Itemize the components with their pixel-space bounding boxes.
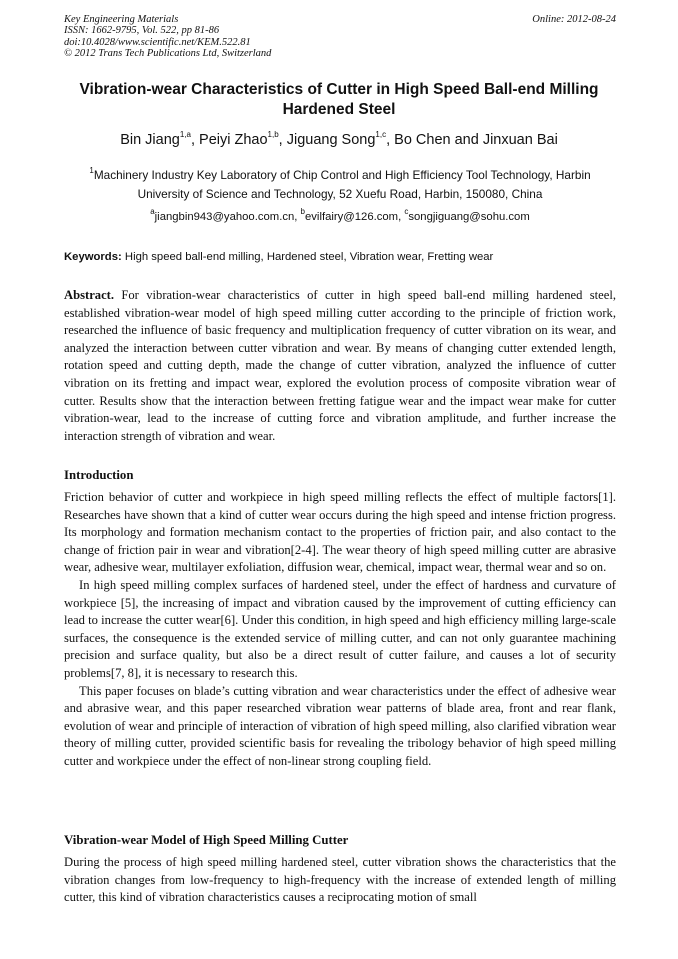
email-superscript: c <box>404 207 409 217</box>
online-date: Online: 2012-08-24 <box>532 14 616 25</box>
introduction-body <box>64 489 616 771</box>
section-body <box>64 854 616 907</box>
email-address: songjiguang@sohu.com <box>408 211 530 223</box>
author-name: Bin Jiang <box>120 132 180 148</box>
copyright-line: © 2012 Trans Tech Publications Ltd, Switzerland <box>64 48 272 60</box>
keywords-text: High speed ball-end milling, Hardened steel, Vibration wear, Fretting wear <box>121 251 494 263</box>
author-separator: , <box>386 132 395 148</box>
email-address: evilfairy@126.com, <box>305 211 405 223</box>
abstract <box>64 287 616 445</box>
abstract-label: Abstract. <box>64 288 115 302</box>
affiliation-superscript: 1 <box>89 166 94 176</box>
journal-name: Key Engineering Materials <box>64 14 179 25</box>
introduction-heading: Introduction <box>64 468 134 482</box>
affiliation <box>64 166 616 204</box>
email-address: jiangbin943@yahoo.com.cn, <box>154 211 301 223</box>
email-superscript: a <box>150 207 155 217</box>
author-superscript: 1,c <box>375 130 387 140</box>
doi-line: doi:10.4028/www.scientific.net/KEM.522.81 <box>64 36 251 48</box>
email-superscript: b <box>300 207 305 217</box>
author-superscript: 1,b <box>267 130 279 140</box>
affiliation-line-2: University of Science and Technology, 52 Xuefu Road, Harbin, 150080, China <box>137 187 543 201</box>
section-heading: Vibration-wear Model of High Speed Milling Cutter <box>64 833 349 847</box>
author-name: Bo Chen and Jinxuan Bai <box>394 132 558 148</box>
author-name: Peiyi Zhao <box>199 132 268 148</box>
title-line-2: Hardened Steel <box>282 101 396 118</box>
keywords-label: Keywords: <box>64 251 122 263</box>
email-list <box>64 209 616 225</box>
abstract-text: For vibration-wear characteristics of cutter in high speed ball-end milling hardened steel, established vibration-wear model of high speed milling cutter according to the principle of friction work, researched the influence of basic frequency and multiplication frequency of cutter vibration on its wear, and analyzed the interaction between cutter vibration and wear. By means of changing cutter extended length, rotation speed and cutting depth, made the change of cutter vibration, analyzed the influence of cutter vibration on its fretting and impact wear, explored the evolution process of composite vibration wear of cutter. Results show that the interaction between fretting fatigue wear and the impact wear make for cutter vibration-wear, lead to the increase of cutting force and vibration amplitude, and further increase the interaction strength of vibration and wear. <box>64 288 616 443</box>
paragraph: Friction behavior of cutter and workpiece in high speed milling reflects the effect of multiple factors[1]. Researches have shown that a kind of cutter wear occurs during the high speed and intense friction progress. Its morphology and formation mechanism contact to the properties of friction pair, and also contact to the change of friction pair in wear and vibration[2-4]. The wear theory of high speed milling cutter are abrasive wear, adhesive wear, multilayer exfoliation, diffusion wear, chemical, impact wear, thermal wear and so on. <box>64 490 616 575</box>
title-line-1: Vibration-wear Characteristics of Cutter in High Speed Ball-end Milling <box>79 81 599 98</box>
author-separator: , <box>190 132 200 148</box>
issn-line: ISSN: 1662-9795, Vol. 522, pp 81-86 <box>64 25 220 37</box>
journal-header <box>64 14 616 60</box>
affiliation-line-1: Machinery Industry Key Laboratory of Chip Control and High Efficiency Tool Technology, Harbin <box>93 168 591 182</box>
author-list <box>60 130 618 150</box>
keywords <box>64 249 616 265</box>
paragraph: This paper focuses on blade’s cutting vibration and wear characteristics under the effect of adhesive wear and abrasive wear, and this paper researched vibration wear patterns of blade area, front and rear flank, evolution of wear and principle of interaction of vibration of high speed milling, also clarified vibration wear theory of milling cutter, provided scientific basis for revealing the tribology behavior of high speed milling cutter and workpiece under the effect of non-linear strong coupling field. <box>64 683 616 768</box>
author-superscript: 1,a <box>179 130 191 140</box>
paragraph: During the process of high speed milling hardened steel, cutter vibration shows the characteristics that the vibration changes from low-frequency to high-frequency with the increase of extended length of milling cutter, this kind of vibration characteristics causes a reciprocating motion of small <box>64 855 616 905</box>
author-name: Jiguang Song <box>286 132 376 148</box>
paper-title <box>60 80 618 120</box>
author-separator: , <box>278 132 287 148</box>
paragraph: In high speed milling complex surfaces of hardened steel, under the effect of hardness and curvature of workpiece [5], the increasing of impact and vibration caused by the improvement of cutting efficiency can lead to increase the cutter wear[6]. Under this condition, in high speed and high efficiency milling large-scale surfaces, the consequence is the extended service of milling cutter, and can not only guarantee machining precision and surface quality, but also be a direct result of cutter failure, and causes a lot of security problems[7, 8], it is necessary to research this. <box>64 577 616 680</box>
